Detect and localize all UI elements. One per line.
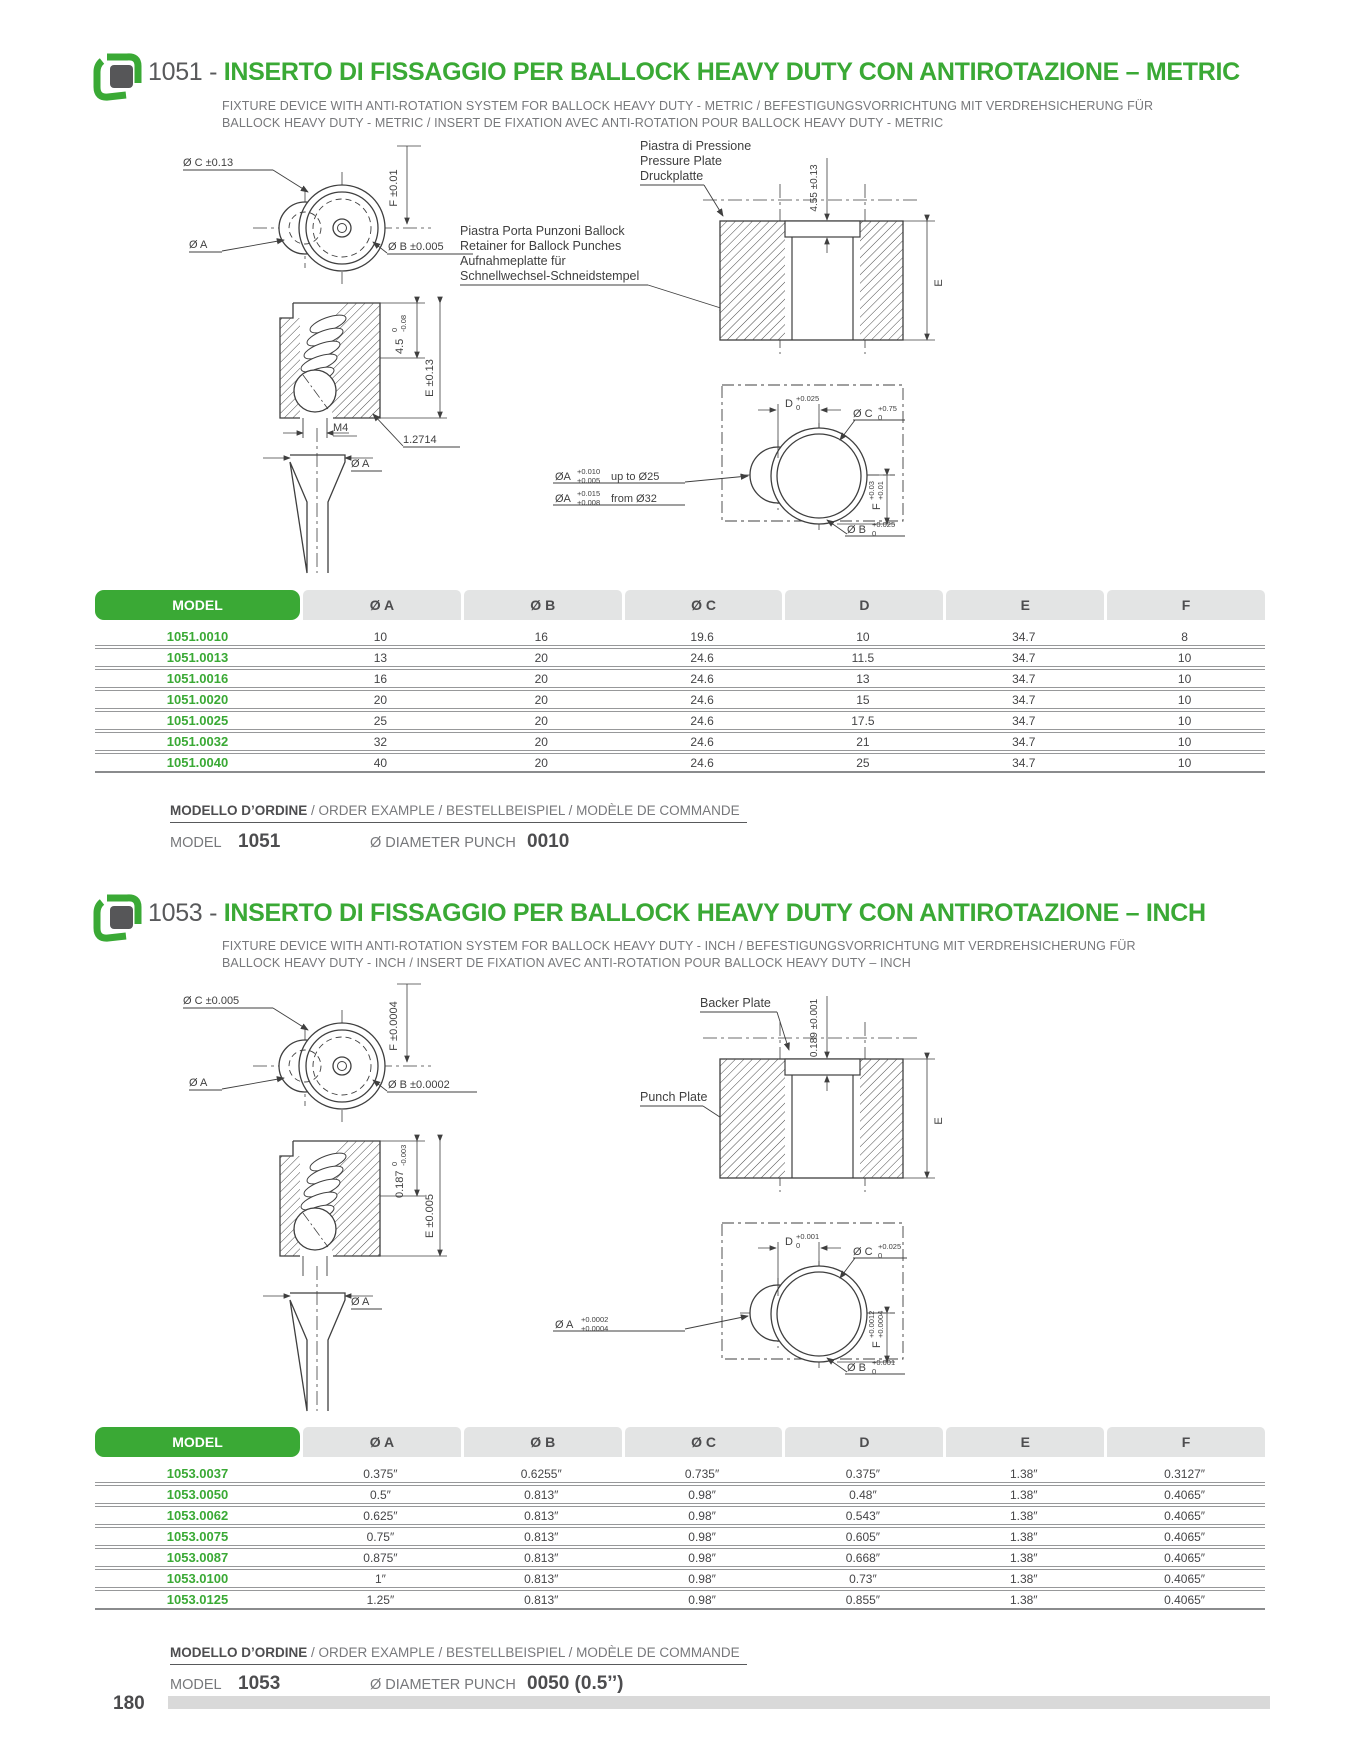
keyhole-d-hi: +0.001 [796, 1232, 820, 1241]
keyhole-f-hi: +0.0012 [867, 1310, 876, 1338]
value-cell: 0.4065″ [1164, 1592, 1206, 1607]
keyhole-d-hi: +0.025 [796, 394, 820, 403]
dim-label-oc: Ø C ±0.13 [183, 157, 234, 169]
model-cell: 1053.0125 [166, 1592, 229, 1607]
value-cell: 20 [534, 755, 548, 770]
keyhole-oc-hi: +0.025 [878, 1242, 902, 1251]
model-cell: 1051.0032 [166, 734, 229, 749]
order-punch-value: 0010 [527, 831, 570, 852]
value-cell: 10 [1177, 755, 1192, 770]
table-header-row [95, 590, 1265, 620]
order-example-heading: MODELLO D’ORDINE / ORDER EXAMPLE / BESTELLBEISPIEL / MODÈLE DE COMMANDE [170, 803, 740, 818]
section-title-1053 [148, 899, 1206, 928]
table-row [95, 1590, 1265, 1610]
value-cell: 1.38″ [1009, 1571, 1038, 1586]
keyhole-oc: Ø C [853, 408, 873, 420]
value-cell: 24.6 [690, 650, 714, 665]
keyhole-d-lo: 0 [796, 403, 801, 412]
keyhole-oa1-lo: +0.0004 [581, 1324, 609, 1333]
column-header: Ø C [625, 590, 783, 620]
value-cell: 10 [1177, 671, 1192, 686]
model-cell: 1053.0075 [166, 1529, 229, 1544]
value-cell: 15 [856, 692, 870, 707]
keyhole-d: D [785, 1236, 793, 1248]
table-row [95, 628, 1265, 646]
order-model-label: MODEL [170, 835, 222, 851]
section-title-1051 [148, 58, 1240, 87]
value-cell: 0.813″ [524, 1571, 559, 1586]
value-cell: 20 [534, 671, 548, 686]
value-cell: 20 [534, 692, 548, 707]
model-column-header: MODEL [95, 590, 300, 620]
model-cell: 1053.0062 [166, 1508, 229, 1523]
value-cell: 24.6 [690, 671, 714, 686]
value-cell: 34.7 [1012, 671, 1036, 686]
value-cell: 24.6 [690, 734, 714, 749]
value-cell: 0.73″ [849, 1571, 877, 1586]
value-cell: 34.7 [1012, 692, 1036, 707]
value-cell: 20 [534, 650, 548, 665]
dim-label-ob: Ø B ±0.0002 [388, 1079, 450, 1091]
value-cell: 0.735″ [684, 1466, 720, 1481]
keyhole-ob-lo: 0 [872, 529, 877, 538]
retainer-label-en: Retainer for Ballock Punches [460, 239, 622, 253]
keyhole-oa1-lo: +0.005 [577, 476, 601, 485]
dim-depth-lo: -0.08 [399, 314, 408, 332]
value-cell: 8 [1181, 629, 1188, 644]
order-punch-label: Ø DIAMETER PUNCH [370, 835, 516, 851]
ref-code-label: 1.2714 [403, 434, 437, 446]
drawing-lines [460, 158, 935, 536]
keyhole-oa1: ØA [555, 471, 571, 483]
value-cell: 16 [373, 671, 388, 686]
value-cell: 19.6 [690, 629, 714, 644]
value-cell: 0.4065″ [1164, 1529, 1206, 1544]
dim-depth-lo: -0.003 [399, 1144, 408, 1166]
value-cell: 10 [1177, 734, 1192, 749]
page-number: 180 [113, 1693, 145, 1714]
column-header: Ø C [625, 1427, 783, 1457]
table-row [95, 1569, 1265, 1588]
model-cell: 1051.0025 [166, 713, 229, 728]
value-cell: 24.6 [690, 713, 714, 728]
model-cell: 1051.0020 [166, 692, 229, 707]
value-cell: 0.875″ [363, 1550, 398, 1565]
value-cell: 13 [373, 650, 388, 665]
value-cell: 0.75″ [366, 1529, 395, 1544]
value-cell: 10 [856, 629, 870, 644]
model-cell: 1053.0050 [166, 1487, 229, 1502]
dim-depth-hi: 0 [390, 1161, 399, 1166]
keyhole-f-lo: +0.0004 [876, 1310, 885, 1338]
value-cell: 1.38″ [1009, 1550, 1038, 1565]
spec-table-metric [95, 590, 1265, 775]
column-header: Ø A [303, 1427, 461, 1457]
value-cell: 0.48″ [849, 1487, 877, 1502]
keyhole-f-hi: +0.03 [867, 481, 876, 500]
section-subtitle-line2: BALLOCK HEAVY DUTY - METRIC / INSERT DE FIXATION AVEC ANTI-ROTATION POUR BALLOCK HEAVY DUTY - METRIC [222, 116, 944, 130]
value-cell: 21 [856, 734, 870, 749]
dim-label-oc: Ø C ±0.005 [183, 995, 240, 1007]
table-row [95, 1506, 1265, 1525]
value-cell: 24.6 [690, 692, 714, 707]
column-header: Ø B [464, 1427, 622, 1457]
keyhole-f: F [871, 503, 883, 510]
model-column-header: MODEL [95, 1427, 300, 1457]
value-cell: 10 [1177, 713, 1192, 728]
keyhole-oa2-lo: +0.008 [577, 498, 601, 507]
pressure-plate-label-en: Pressure Plate [640, 154, 722, 168]
table-row [95, 1527, 1265, 1546]
dim-label-oa-punch: Ø A [351, 458, 370, 470]
value-cell: 20 [373, 692, 388, 707]
table-row [95, 690, 1265, 709]
pressure-plate-label-it: Piastra di Pressione [640, 139, 752, 153]
spec-table-inch [95, 1427, 1265, 1612]
retainer-label-de2: Schnellwechsel-Schneidstempel [460, 269, 640, 283]
keyhole-ob: Ø B [847, 1362, 866, 1374]
value-cell: 1.38″ [1009, 1529, 1038, 1544]
column-header: E [946, 590, 1104, 620]
order-rule [170, 1664, 747, 1665]
value-cell: 0.6255″ [520, 1466, 562, 1481]
dim-label-oa: Ø A [189, 1077, 208, 1089]
value-cell: 32 [373, 734, 388, 749]
keyhole-ob: Ø B [847, 524, 866, 536]
order-model-value: 1051 [238, 831, 281, 852]
table-row [95, 711, 1265, 730]
dim-label-thread: M4 [333, 422, 349, 434]
value-cell: 34.7 [1012, 629, 1036, 644]
value-cell: 0.4065″ [1164, 1487, 1206, 1502]
value-cell: 0.5″ [369, 1487, 391, 1502]
model-cell: 1051.0040 [166, 755, 229, 770]
keyhole-oa2-hi: +0.015 [577, 489, 601, 498]
model-cell: 1051.0016 [166, 671, 229, 686]
keyhole-d-lo: 0 [796, 1241, 801, 1250]
value-cell: 0.4065″ [1164, 1550, 1206, 1565]
keyhole-oa2: ØA [555, 493, 571, 505]
value-cell: 0.98″ [688, 1487, 716, 1502]
brand-logo-icon [93, 52, 143, 102]
section-subtitle-line1: FIXTURE DEVICE WITH ANTI-ROTATION SYSTEM FOR BALLOCK HEAVY DUTY - INCH / BEFESTIGUNGSVORRICHTUNG MIT VERDREHSICHERUNG FÜR [222, 939, 1136, 953]
value-cell: 20 [534, 713, 548, 728]
dim-label-e: E ±0.13 [424, 359, 436, 397]
dim-label-f: F ±0.0004 [388, 1001, 400, 1051]
dim-label-oa-punch: Ø A [351, 1296, 370, 1308]
value-cell: 34.7 [1012, 734, 1036, 749]
dim-label-e: E ±0.005 [424, 1194, 436, 1238]
column-header: Ø A [303, 590, 461, 620]
model-cell: 1051.0013 [166, 650, 229, 665]
keyhole-ob-hi: +0.025 [872, 520, 896, 529]
column-header: F [1107, 1427, 1265, 1457]
value-cell: 20 [534, 734, 548, 749]
value-cell: 34.7 [1012, 650, 1036, 665]
model-cell: 1053.0087 [166, 1550, 229, 1565]
section-subtitle-line1: FIXTURE DEVICE WITH ANTI-ROTATION SYSTEM FOR BALLOCK HEAVY DUTY - METRIC / BEFESTIGUNGSVORRICHTUNG MIT VERDREHSICHERUNG FÜR [222, 99, 1154, 113]
brand-logo-icon [93, 893, 143, 943]
value-cell: 10 [1177, 650, 1192, 665]
value-cell: 10 [1177, 692, 1192, 707]
keyhole-oc-lo: 0 [878, 1251, 883, 1260]
plate-depth-dim: 0.189 ±0.001 [809, 998, 820, 1058]
technical-drawing-metric-right [455, 128, 1085, 575]
column-header: F [1107, 590, 1265, 620]
pressure-plate-label-de: Druckplatte [640, 169, 704, 183]
order-model-label: MODEL [170, 1677, 222, 1693]
dim-label-oa: Ø A [189, 239, 208, 251]
model-cell: 1053.0100 [166, 1571, 229, 1586]
column-header: Ø B [464, 590, 622, 620]
value-cell: 0.375″ [845, 1466, 881, 1481]
value-cell: 1.25″ [366, 1592, 395, 1607]
backer-plate-label: Backer Plate [700, 996, 771, 1010]
value-cell: 11.5 [851, 650, 875, 665]
value-cell: 1.38″ [1009, 1592, 1038, 1607]
value-cell: 0.605″ [845, 1529, 881, 1544]
plate-e-dim: E [933, 1117, 945, 1125]
order-rule [170, 822, 747, 823]
plate-depth-dim: 4.55 ±0.13 [809, 164, 820, 212]
order-example-heading: MODELLO D’ORDINE / ORDER EXAMPLE / BESTELLBEISPIEL / MODÈLE DE COMMANDE [170, 1645, 740, 1660]
value-cell: 0.3127″ [1164, 1466, 1206, 1481]
keyhole-f-lo: +0.01 [876, 481, 885, 500]
value-cell: 0.98″ [688, 1592, 716, 1607]
product-code: 1051 [148, 58, 203, 86]
value-cell: 0.668″ [845, 1550, 881, 1565]
product-code: 1053 [148, 899, 203, 927]
order-punch-value: 0050 (0.5’’) [527, 1673, 624, 1694]
keyhole-d: D [785, 398, 793, 410]
title-separator: - [209, 58, 218, 86]
value-cell: 0.813″ [524, 1550, 559, 1565]
technical-drawing-inch-right [455, 966, 1085, 1413]
retainer-label-it: Piastra Porta Punzoni Ballock [460, 224, 625, 238]
table-row [95, 1548, 1265, 1567]
table-header-row [95, 1427, 1265, 1457]
retainer-label-de1: Aufnahmeplatte für [460, 254, 566, 268]
value-cell: 34.7 [1012, 713, 1036, 728]
model-cell: 1053.0037 [166, 1466, 229, 1481]
model-cell: 1051.0010 [166, 629, 229, 644]
value-cell: 0.98″ [688, 1529, 716, 1544]
footer-bar [168, 1696, 1270, 1709]
title-separator: - [209, 899, 218, 927]
keyhole-ob-hi: +0.001 [872, 1358, 896, 1367]
value-cell: 0.855″ [845, 1592, 881, 1607]
value-cell: 1.38″ [1009, 1466, 1038, 1481]
value-cell: 0.813″ [524, 1529, 559, 1544]
plate-e-dim: E [933, 279, 945, 287]
value-cell: 0.98″ [688, 1571, 716, 1586]
keyhole-oa2-note: from Ø32 [611, 493, 657, 505]
keyhole-oa1-hi: +0.0002 [581, 1315, 609, 1324]
keyhole-oc-hi: +0.75 [878, 404, 897, 413]
order-punch-label: Ø DIAMETER PUNCH [370, 1677, 516, 1693]
dim-depth: 0.187 [394, 1170, 406, 1198]
table-row [95, 648, 1265, 667]
dim-depth-hi: 0 [390, 327, 399, 332]
value-cell: 0.813″ [524, 1508, 559, 1523]
value-cell: 1″ [374, 1571, 386, 1586]
value-cell: 40 [373, 755, 388, 770]
value-cell: 0.98″ [688, 1550, 716, 1565]
keyhole-oa1-hi: +0.010 [577, 467, 601, 476]
punch-plate-label: Punch Plate [640, 1090, 708, 1104]
keyhole-oa1: Ø A [555, 1319, 574, 1331]
value-cell: 24.6 [690, 755, 714, 770]
value-cell: 1.38″ [1009, 1487, 1038, 1502]
keyhole-oc-lo: 0 [878, 413, 883, 422]
product-title: INSERTO DI FISSAGGIO PER BALLOCK HEAVY DUTY CON ANTIROTAZIONE – METRIC [223, 58, 1240, 86]
column-header: E [946, 1427, 1104, 1457]
value-cell: 0.4065″ [1164, 1571, 1206, 1586]
table-row [95, 753, 1265, 773]
column-header: D [785, 1427, 943, 1457]
value-cell: 34.7 [1012, 755, 1036, 770]
value-cell: 0.98″ [688, 1508, 716, 1523]
keyhole-f: F [871, 1341, 883, 1348]
value-cell: 13 [856, 671, 870, 686]
product-title: INSERTO DI FISSAGGIO PER BALLOCK HEAVY DUTY CON ANTIROTAZIONE – INCH [223, 899, 1206, 927]
value-cell: 0.813″ [524, 1487, 559, 1502]
value-cell: 1.38″ [1009, 1508, 1038, 1523]
value-cell: 0.375″ [363, 1466, 398, 1481]
keyhole-ob-lo: 0 [872, 1367, 877, 1376]
column-header: D [785, 590, 943, 620]
value-cell: 0.4065″ [1164, 1508, 1206, 1523]
dim-depth: 4.5 [394, 338, 406, 354]
table-row [95, 1485, 1265, 1504]
section-subtitle-line2: BALLOCK HEAVY DUTY - INCH / INSERT DE FIXATION AVEC ANTI-ROTATION POUR BALLOCK HEAVY DUTY – INCH [222, 956, 911, 970]
value-cell: 16 [534, 629, 548, 644]
value-cell: 17.5 [851, 713, 875, 728]
value-cell: 0.625″ [363, 1508, 398, 1523]
keyhole-oc: Ø C [853, 1246, 873, 1258]
value-cell: 0.543″ [845, 1508, 881, 1523]
table-row [95, 732, 1265, 751]
dim-label-f: F ±0.01 [388, 169, 400, 207]
value-cell: 25 [856, 755, 870, 770]
value-cell: 10 [373, 629, 388, 644]
table-row [95, 1465, 1265, 1483]
value-cell: 0.813″ [524, 1592, 559, 1607]
order-model-value: 1053 [238, 1673, 281, 1694]
value-cell: 25 [373, 713, 388, 728]
keyhole-oa1-note: up to Ø25 [611, 471, 660, 483]
table-row [95, 669, 1265, 688]
dim-label-ob: Ø B ±0.005 [388, 241, 444, 253]
